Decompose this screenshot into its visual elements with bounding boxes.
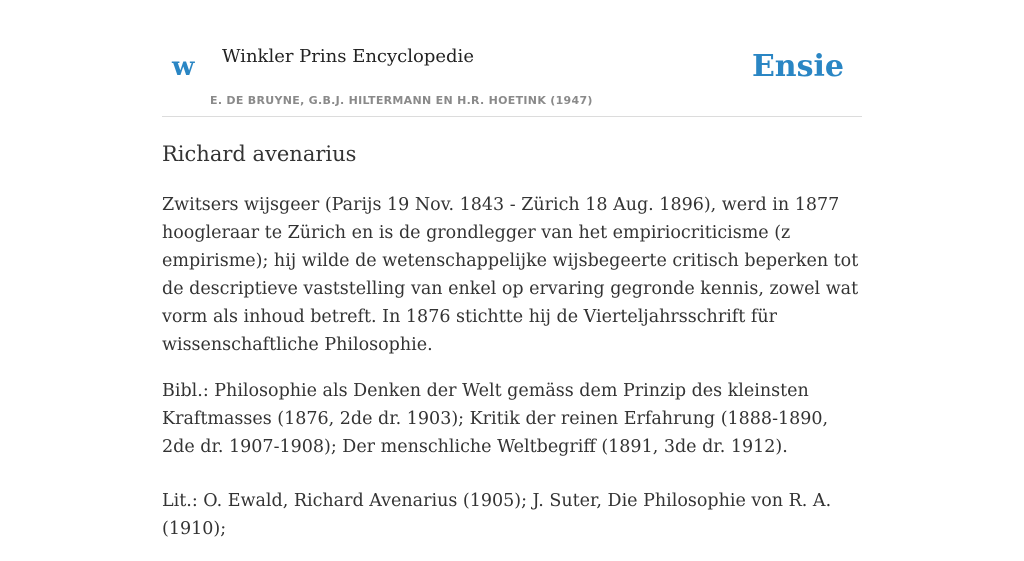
article-title: Richard avenarius: [162, 142, 357, 166]
winkler-prins-logo[interactable]: w: [172, 52, 195, 82]
book-authors: E. DE BRUYNE, G.B.J. HILTERMANN EN H.R. HOETINK (1947): [210, 94, 593, 107]
site-header: [162, 0, 862, 117]
ensie-logo[interactable]: Ensie: [751, 49, 844, 84]
book-title-link[interactable]: Winkler Prins Encyclopedie: [222, 46, 474, 67]
article-paragraph-intro: Zwitsers wijsgeer (Parijs 19 Nov. 1843 - Zürich 18 Aug. 1896), werd in 1877 hoogleraar te Zürich en is de grondlegger van het empiriocriticisme (z empirisme); hij wilde de wetenschappelijke wijsbegeerte critisch beperken tot de descriptieve vaststelling van enkel op ervaring gegronde kennis, zowel wat vorm als inhoud betreft. In 1876 stichtte hij de Vierteljahrsschrift für wissenschaftliche Philosophie.: [162, 195, 859, 356]
article-paragraph-literature: Lit.: O. Ewald, Richard Avenarius (1905); J. Suter, Die Philosophie von R. A. (1910);: [162, 491, 832, 540]
article: [162, 140, 862, 561]
article-paragraph-bibliography: Bibl.: Philosophie als Denken der Welt gemäss dem Prinzip des kleinsten Kraftmasses (1876, 2de dr. 1903); Kritik der reinen Erfahrung (1888-1890, 2de dr. 1907-1908); Der menschliche Weltbegriff (1891, 3de dr. 1912).: [162, 381, 829, 458]
